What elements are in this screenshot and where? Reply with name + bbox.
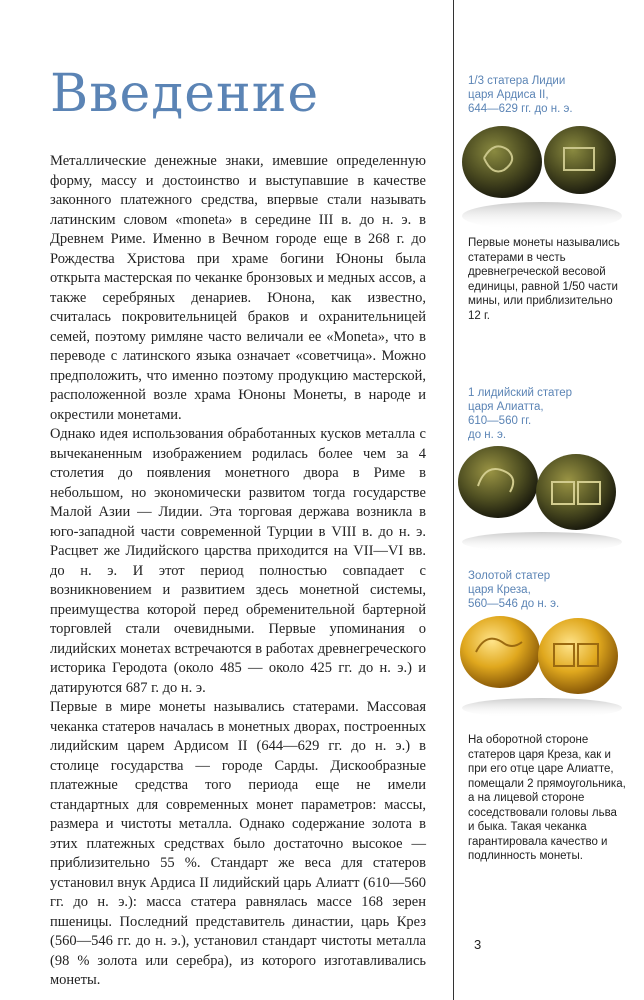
page-title: Введение xyxy=(50,64,320,124)
paragraph-3: Первые в мире монеты назывались статерами. Массовая чеканка статеров началась в монетных дворах, построенных лидийским царем Ардисом II (644—629 гг. до н. э.) в столице государства — городе Сарды. Дискообразные платежные средства того периода еще не имели стандартных для современных монет параметров: массы, размера и чистоты металла. Однако содержание золота в этих платежных средствах было достаточно высокое — приблизительно 55 %. Стандарт же веса для статеров установил внук Ардиса II лидийский царь Алиатт (610—560 гг. до н. э.): масса статера равнялась массе 168 зерен пшеницы. Последний представитель династии, царь Крез (560—546 гг. до н. э.), установил стандарт чистоты металла (98 % золота или серебра), из которого изготавливались монеты. xyxy=(50,699,426,988)
caption-line: царя Креза, xyxy=(468,584,531,596)
caption-alyattes xyxy=(468,386,572,442)
page-number: 3 xyxy=(474,937,482,952)
coin-reverse xyxy=(536,454,616,530)
sidebar xyxy=(454,0,644,1000)
coin-obverse xyxy=(458,446,538,518)
body-text xyxy=(50,152,426,991)
caption-line: Золотой статер xyxy=(468,570,551,582)
caption-line: царя Алиатта, xyxy=(468,401,544,413)
caption-line: 1 лидийский статер xyxy=(468,387,573,399)
paragraph-2: Однако идея использования обработанных кусков металла с вычеканенным изображением родилась более чем за 4 столетия до появления монетного двора в Риме в небольшом, но экономически развитом тогда государстве Малой Азии — Лидии. Эта торговая держава возникла в юго-западной части современной Турции в VIII в. до н. э. Расцвет же Лидийского царства приходится на VII—VI вв. до н. э. И этот период полностью совпадает с возникновением и развитием здесь монетной системы, преимущества которой перед обременительной бартерной торговлей стали очевидными. Первые упоминания о лидийских монетах встречаются в работах древнегреческого историка Геродота (около 485 — около 425 гг. до н. э.) и датируются 687 г. до н. э. xyxy=(50,426,426,696)
caption-line: 560—546 до н. э. xyxy=(468,598,560,610)
caption-line: 1/3 статера Лидии xyxy=(468,75,566,87)
caption-ardys xyxy=(468,74,573,116)
coin-obverse xyxy=(460,616,540,688)
caption-line: до н. э. xyxy=(468,429,507,441)
paragraph-1: Металлические денежные знаки, имевшие определенную форму, массу и достоинство и выступавшие в качестве законного платежного средства, впервые стали называть латинским словом «moneta» в середине III в. до н. э. в Древнем Риме. Именно в Вечном городе еще в 268 г. до Рождества Христова при храме богини Юноны была открыта мастерская по чеканке бронзовых и медных ассов, а также серебряных денариев. Юнона, как известно, считалась покровительницей браков и охранительницей семей, поэтому римляне часто величали ее «Moneta», что в переводе с латинского языка означает «советчица». Можно предположить, что именно поэтому продукцию мастерской, расположенной возле храма Юноны Монеты, в народе и окрестили монетами. xyxy=(50,153,426,423)
alyattes-coins-image xyxy=(454,442,644,552)
sidebar-note-stater: Первые монеты назывались статерами в честь древнегреческой весовой единицы, равной 1/50 части мины, или приблизительно 12 г. xyxy=(468,237,620,322)
caption-line: 610—560 гг. xyxy=(468,415,532,427)
caption-line: 644—629 гг. до н. э. xyxy=(468,103,573,115)
caption-croesus xyxy=(468,569,559,611)
coin-obverse xyxy=(462,126,542,198)
coin-reverse xyxy=(544,126,616,194)
ardys-coins-image xyxy=(454,120,644,232)
croesus-coins-image xyxy=(454,612,644,718)
sidebar-note-croesus: На оборотной стороне статеров царя Креза, как и при его отце царе Алиатте, помещали 2 прямоугольника, а на лицевой стороне соседствовали головы льва и быка. Такая чеканка гарантировала качество и подлинность монеты. xyxy=(468,734,626,862)
caption-line: царя Ардиса II, xyxy=(468,89,549,101)
